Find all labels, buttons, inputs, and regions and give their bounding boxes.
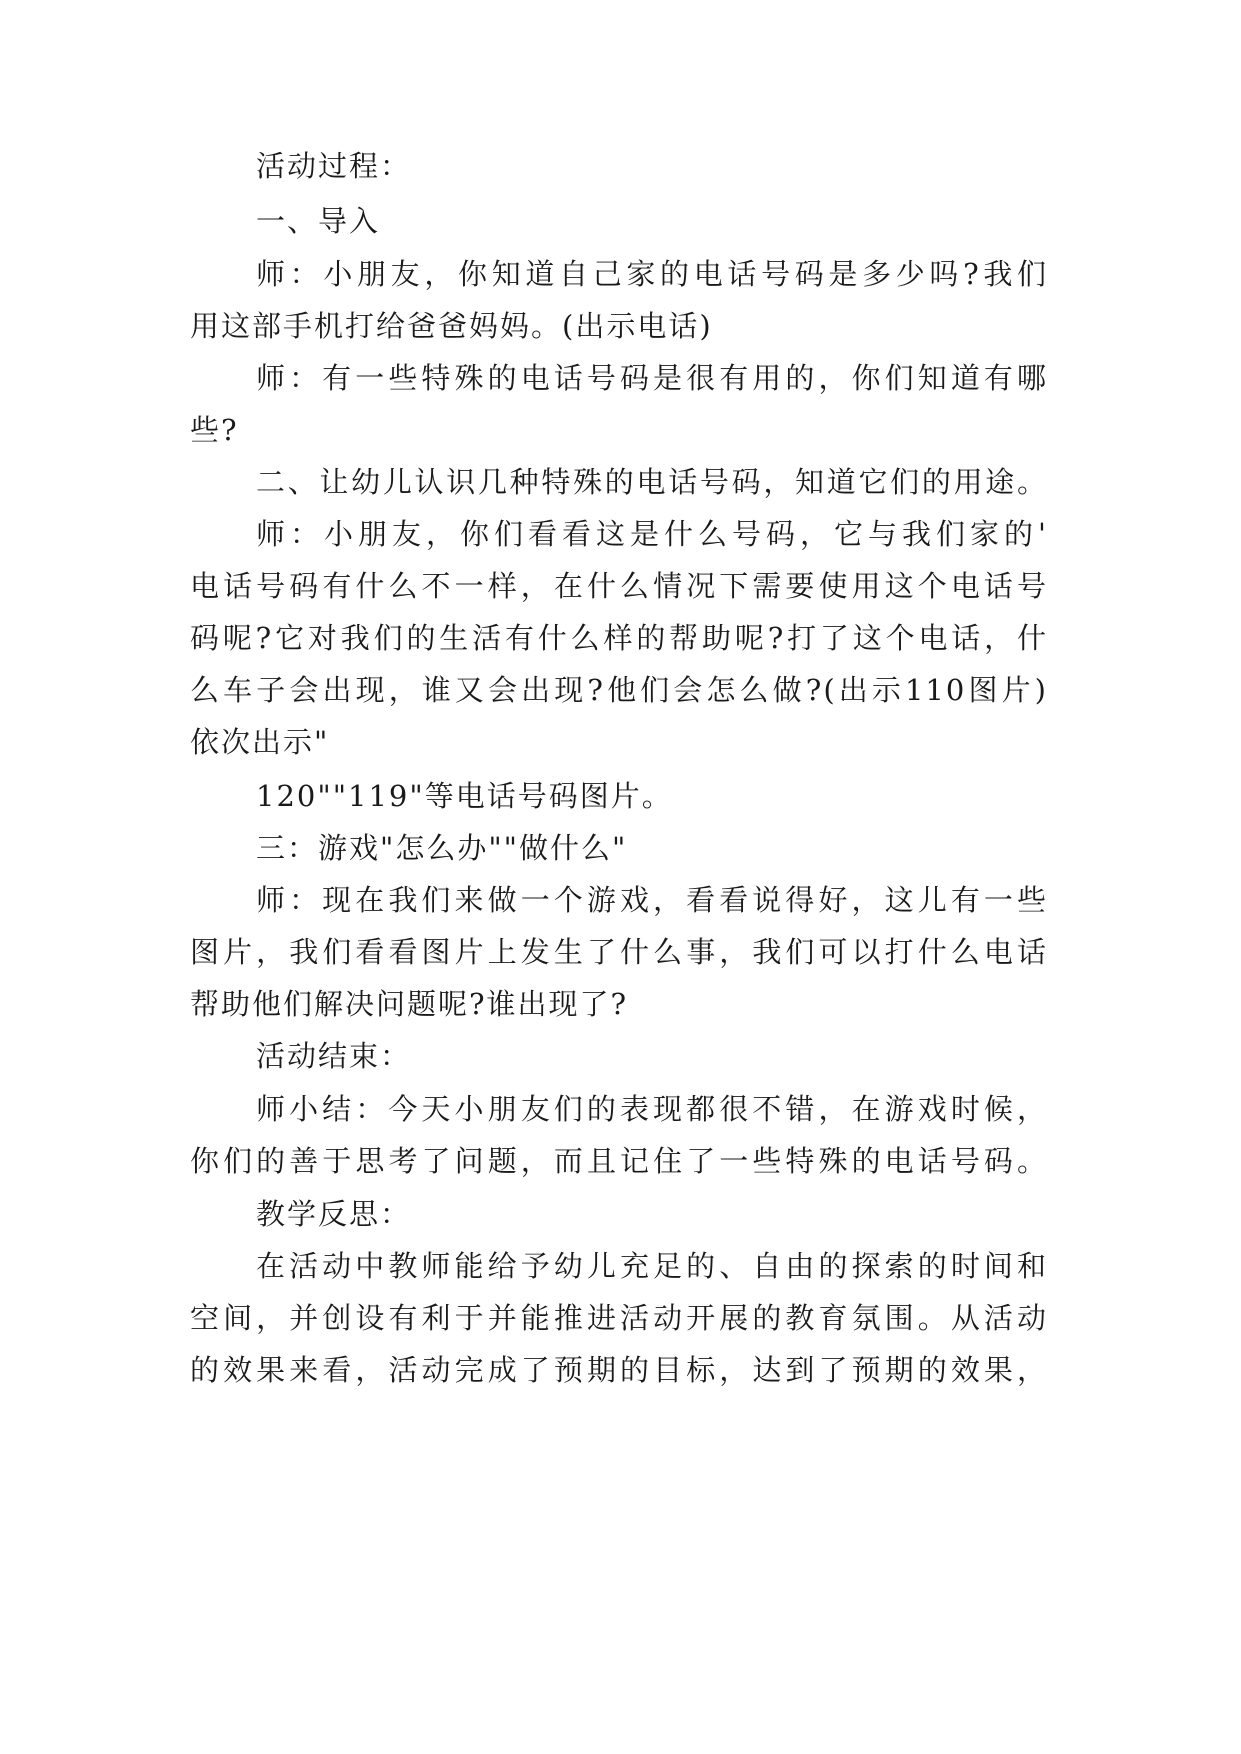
section-heading-activity-end: 活动结束： [256,1039,412,1073]
paragraph-line: 依次出示" [190,725,330,759]
paragraph-line: 些? [190,413,239,447]
subheading-introduction: 一、导入 [256,204,381,238]
paragraph-line: 师小结：今天小朋友们的表现都很不错，在游戏时候， [256,1092,1048,1126]
paragraph-line: 120""119"等电话号码图片。 [256,779,673,813]
paragraph-line: 帮助他们解决问题呢?谁出现了? [190,987,629,1021]
paragraph-line: 用这部手机打给爸爸妈妈。(出示电话) [190,309,713,343]
subheading-game: 三：游戏"怎么办""做什么" [256,831,628,865]
paragraph-line: 你们的善于思考了问题，而且记住了一些特殊的电话号码。 [190,1144,1048,1178]
paragraph-line: 图片，我们看看图片上发生了什么事，我们可以打什么电话 [190,935,1048,969]
paragraph-line: 的效果来看，活动完成了预期的目标，达到了预期的效果， [190,1353,1048,1387]
section-heading-teaching-reflection: 教学反思： [256,1197,412,1231]
paragraph-line: 码呢?它对我们的生活有什么样的帮助呢?打了这个电话，什 [190,621,1048,655]
paragraph-line: 空间，并创设有利于并能推进活动开展的教育氛围。从活动 [190,1301,1048,1335]
section-heading-activity-process: 活动过程： [256,149,412,183]
paragraph-line: 在活动中教师能给予幼儿充足的、自由的探索的时间和 [256,1249,1048,1283]
paragraph-line: 师：现在我们来做一个游戏，看看说得好，这儿有一些 [256,883,1048,917]
subheading-special-numbers: 二、让幼儿认识几种特殊的电话号码，知道它们的用途。 [256,465,1048,499]
paragraph-line: 么车子会出现，谁又会出现?他们会怎么做?(出示110图片) [190,673,1048,707]
paragraph-line: 师：小朋友，你知道自己家的电话号码是多少吗?我们 [256,257,1048,291]
paragraph-line: 师：有一些特殊的电话号码是很有用的，你们知道有哪 [256,361,1048,395]
paragraph-line: 电话号码有什么不一样，在什么情况下需要使用这个电话号 [190,569,1048,603]
paragraph-line: 师：小朋友，你们看看这是什么号码，它与我们家的' [256,517,1048,551]
